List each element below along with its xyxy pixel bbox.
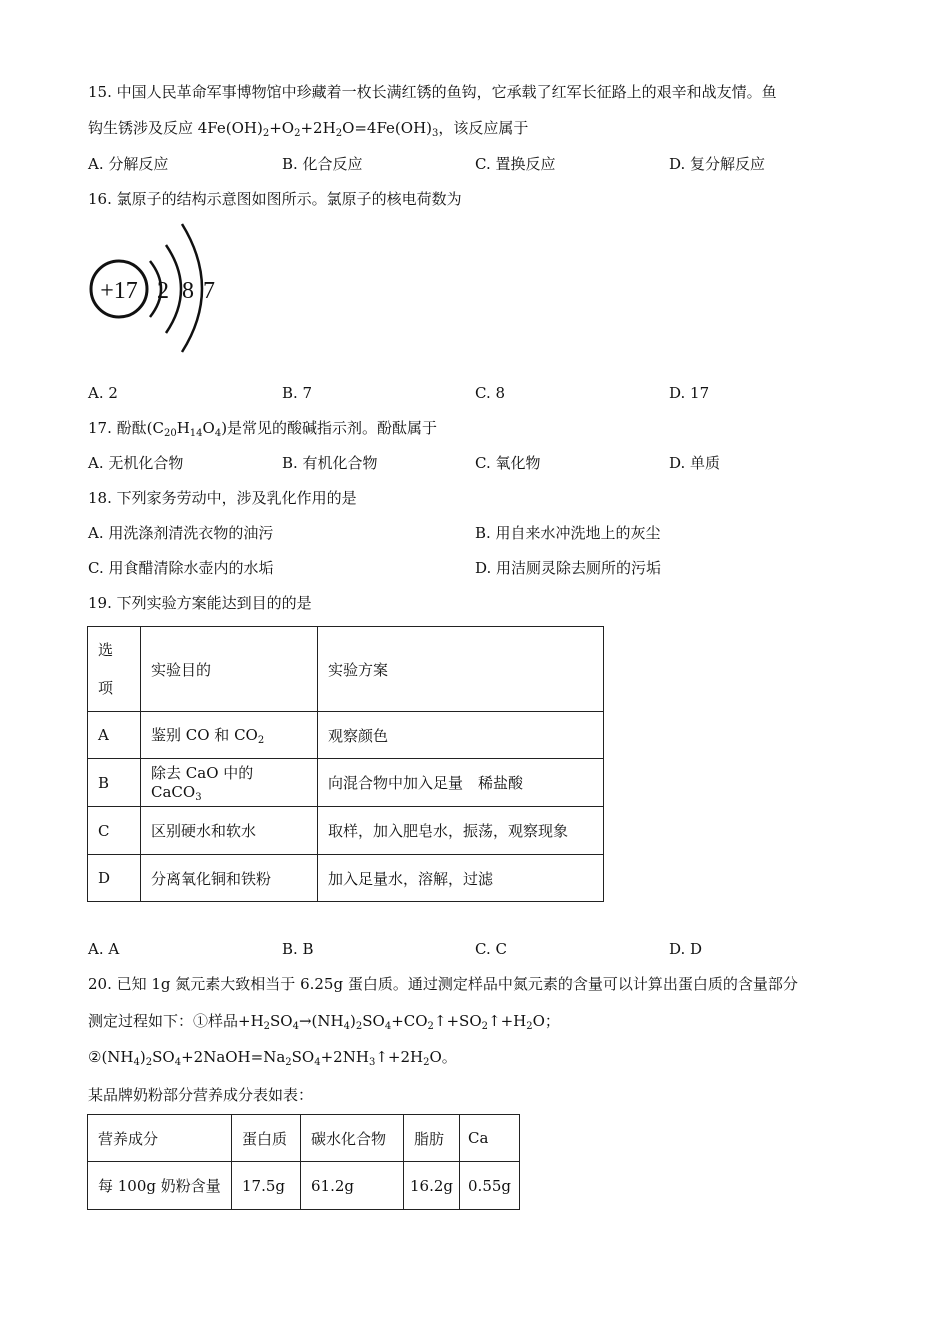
table-cell: 17.5g [232, 1162, 301, 1210]
q20-nutrition-table [87, 1114, 520, 1210]
row-purpose: 鉴别 CO 和 $CO_2$ [141, 712, 318, 759]
q19-table [87, 626, 604, 902]
q15-stem-line2: 钩生锈涉及反应 $4Fe(OH)_2+O_2+2H_2O=4Fe(OH)_3$，该反应属于 [88, 119, 529, 139]
table-row [88, 1162, 520, 1210]
header-plan: 实验方案 [318, 627, 604, 712]
row-plan: 取样，加入肥皂水，振荡，观察现象 [318, 807, 604, 855]
q15-stem-line1: 15. 中国人民革命军事博物馆中珍藏着一枚长满红锈的鱼钩，它承载了红军长征路上的艰辛和战友情。鱼 [88, 83, 777, 101]
q19-stem: 19. 下列实验方案能达到目的的是 [88, 594, 312, 612]
q16-option-c: C. 8 [475, 384, 506, 402]
q17-option-d: D. 单质 [669, 454, 721, 472]
row-option: D [88, 855, 141, 902]
header-purpose: 实验目的 [141, 627, 318, 712]
q17-option-a: A. 无机化合物 [88, 454, 184, 472]
table-header-row [88, 627, 604, 712]
table-cell: 0.55g [460, 1162, 520, 1210]
q17-option-c: C. 氧化物 [475, 454, 541, 472]
q19-option-b: B. B [282, 940, 314, 958]
nucleus-charge: +17 [100, 278, 138, 304]
q18-option-d: D. 用洁厕灵除去厕所的污垢 [475, 559, 662, 577]
q18-option-a: A. 用洗涤剂清洗衣物的油污 [88, 524, 274, 542]
q18-stem: 18. 下列家务劳动中，涉及乳化作用的是 [88, 489, 357, 507]
table-header-row [88, 1115, 520, 1162]
q17-stem: 17. 酚酞$(C_{20}H_{14}O_4)$是常见的酸碱指示剂。酚酞属于 [88, 419, 438, 439]
q18-option-c: C. 用食醋清除水壶内的水垢 [88, 559, 274, 577]
shell-electrons-1: 2 [157, 278, 169, 304]
q20-stem-line1: 20. 已知 1g 氮元素大致相当于 6.25g 蛋白质。通过测定样品中氮元素的含量可以计算出蛋白质的含量部分 [88, 975, 798, 993]
q16-option-a: A. 2 [88, 384, 118, 402]
row-plan: 加入足量水，溶解，过滤 [318, 855, 604, 902]
row-option: A [88, 712, 141, 759]
q18-option-b: B. 用自来水冲洗地上的灰尘 [475, 524, 661, 542]
header-cell: 营养成分 [88, 1115, 232, 1162]
shell-electrons-2: 8 [182, 278, 194, 304]
header-cell: 蛋白质 [232, 1115, 301, 1162]
row-plan: 观察颜色 [318, 712, 604, 759]
q17-option-b: B. 有机化合物 [282, 454, 378, 472]
q16-stem: 16. 氯原子的结构示意图如图所示。氯原子的核电荷数为 [88, 190, 462, 208]
row-purpose: 除去 CaO 中的 CaCO$_3$ [141, 759, 318, 807]
table-row [88, 855, 604, 902]
q16-option-d: D. 17 [669, 384, 710, 402]
table-cell: 16.2g [404, 1162, 460, 1210]
header-cell: 碳水化合物 [301, 1115, 404, 1162]
q19-option-c: C. C [475, 940, 507, 958]
q20-reaction-2: $②(NH_4)_2SO_4+2NaOH=Na_2SO_4+2NH_3↑+2H_2O$。 [88, 1048, 457, 1068]
q20-table-caption: 某品牌奶粉部分营养成分表如表： [88, 1086, 314, 1104]
shell-electrons-3: 7 [203, 278, 215, 304]
q16-option-b: B. 7 [282, 384, 313, 402]
q15-option-d: D. 复分解反应 [669, 155, 766, 173]
header-cell: Ca [460, 1115, 520, 1162]
row-purpose: 区别硬水和软水 [141, 807, 318, 855]
chlorine-atom-diagram [84, 218, 224, 358]
q19-option-d: D. D [669, 940, 703, 958]
table-row [88, 807, 604, 855]
header-cell: 脂肪 [404, 1115, 460, 1162]
q15-option-b: B. 化合反应 [282, 155, 363, 173]
q20-reaction-1: 测定过程如下：①样品$+H_2SO_4\to(NH_4)_2SO_4+CO_2↑+SO_2↑+H_2O$； [88, 1012, 560, 1032]
row-option: C [88, 807, 141, 855]
q15-option-a: A. 分解反应 [88, 155, 169, 173]
table-cell: 每 100g 奶粉含量 [88, 1162, 232, 1210]
table-row [88, 759, 604, 807]
header-option: 选 项 [88, 627, 141, 712]
q15-option-c: C. 置换反应 [475, 155, 556, 173]
q19-option-a: A. A [88, 940, 120, 958]
row-purpose: 分离氧化铜和铁粉 [141, 855, 318, 902]
row-option: B [88, 759, 141, 807]
table-row [88, 712, 604, 759]
row-plan: 向混合物中加入足量 稀盐酸 [318, 759, 604, 807]
table-cell: 61.2g [301, 1162, 404, 1210]
